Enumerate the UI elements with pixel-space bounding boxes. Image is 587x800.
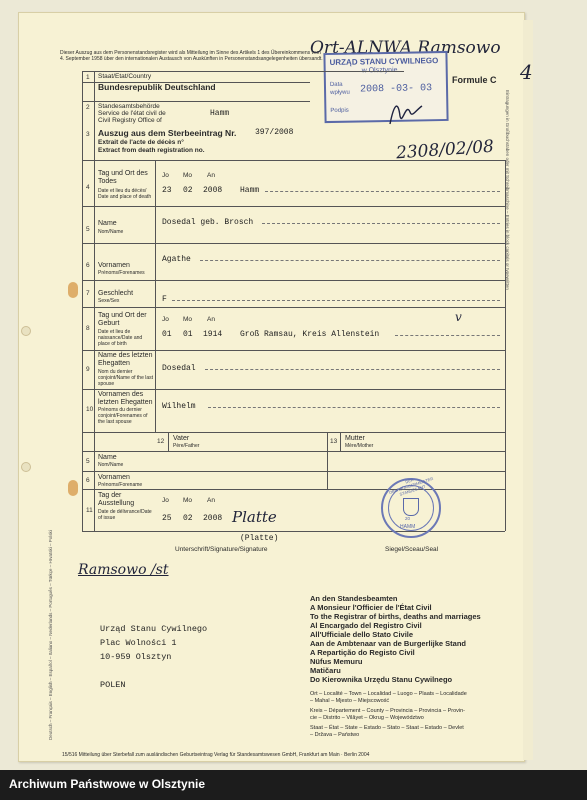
notice-line-2: 4. September 1958 über den internationalen Austausch von Auskünften in Personenstandsangelegenheiten übersandt. <box>60 56 323 62</box>
row-number: 11 <box>86 507 93 514</box>
row-number: 10 <box>86 406 94 413</box>
birth-day: 01 <box>162 330 172 339</box>
address-line: Urząd Stanu Cywilnego <box>100 624 208 634</box>
col-month: Mo <box>183 172 193 179</box>
spouse-forename-value: Wilhelm <box>162 402 196 411</box>
row-number: 5 <box>86 458 90 465</box>
mother-label: Mutter <box>345 435 365 442</box>
handwritten-signature: Platte <box>232 508 277 526</box>
registrar-line: Nüfus Memuru <box>310 657 363 666</box>
stamp-signature-label: Podpis <box>330 107 349 114</box>
spouse-forename-label: Vornamen des letzten Ehegatten <box>98 391 153 406</box>
death-place: Hamm <box>240 186 260 195</box>
registrar-small-line: – Mahal – Mjesto – Miejscowość <box>310 698 390 704</box>
mother-sublabel: Mère/Mother <box>345 443 374 449</box>
formule-label: Formule C <box>452 75 497 85</box>
registrar-small-line: Kreis – Département – County – Provincia – Provincia – Provin- <box>310 708 465 714</box>
registrar-line: Al Encargado del Registro Civil <box>310 621 422 630</box>
parent-name-sublabel: Nom/Name <box>98 462 124 468</box>
col-month: Mo <box>183 316 193 323</box>
birth-month: 01 <box>183 330 193 339</box>
issue-year: 2008 <box>203 514 223 523</box>
spouse-name-label: Name des letzten Ehegatten <box>98 352 153 367</box>
registry-label-en: Civil Registry Office of <box>98 117 162 124</box>
death-month: 02 <box>183 186 193 195</box>
forename-sublabel: Prénoms/Forenames <box>98 270 145 276</box>
row-number: 4 <box>86 184 90 191</box>
row-number: 6 <box>86 262 90 269</box>
rust-stain <box>68 480 78 496</box>
registrar-line: Aan de Ambtenaar van de Burgerlijke Stand <box>310 639 467 648</box>
form-footer: 15/516 Mitteilung über Sterbefall zum ausländischen Geburtseintrag Verlag für Standesamtswesen GmbH, Frankfurt am Main · Berlin 2004 <box>62 752 370 758</box>
death-label: Tag und Ort des Todes <box>98 170 148 185</box>
country-label: Staat/Etat/Country <box>98 73 152 80</box>
registry-label-de: Standesamtsbehörde <box>98 103 160 110</box>
seal-text: DER OBERBÜRGERMEISTER STANDESAMT <box>388 475 434 497</box>
handwritten-reference: 2308/02/08 <box>395 136 495 164</box>
stamp-title: URZĄD STANU CYWILNEGO <box>329 56 439 67</box>
row-number: 2 <box>86 104 90 111</box>
row-number: 6 <box>86 477 90 484</box>
signature-label: Unterschrift/Signature/Signature <box>175 546 268 553</box>
extract-number-value: 397/2008 <box>255 128 294 137</box>
seal-city: HAMM <box>400 524 416 530</box>
forename-label: Vornamen <box>98 262 130 269</box>
birth-year: 1914 <box>203 330 223 339</box>
sex-value: F <box>162 295 167 304</box>
spouse-name-sublabel: Nom du dernier conjoint/Name of the last spouse <box>98 369 154 387</box>
stamp-date: 2008 -03- 03 <box>359 83 433 96</box>
sex-label: Geschlecht <box>98 290 134 297</box>
name-value: Dosedal geb. Brosch <box>162 218 254 227</box>
col-month: Mo <box>183 497 193 504</box>
registrar-line: A Repartição do Registo Civil <box>310 648 415 657</box>
registrar-line: Matičaru <box>310 666 341 675</box>
row-number: 7 <box>86 290 90 297</box>
address-line: Plac Wolności 1 <box>100 638 177 648</box>
left-margin-text: Deutsch – Français – English – Español – Italiano – Nederlands – Português – Türkçe – Hrvatski – Polski <box>48 530 53 740</box>
death-day: 23 <box>162 186 172 195</box>
stamp-date-label: Data wpływu <box>329 81 350 96</box>
birth-place: Groß Ramsau, Kreis Allenstein <box>240 330 380 339</box>
row-number: 5 <box>86 226 90 233</box>
name-sublabel: Nom/Name <box>98 229 124 235</box>
death-year: 2008 <box>203 186 223 195</box>
sex-sublabel: Sexe/Sex <box>98 298 120 304</box>
stamp-city: w Olsztynie <box>361 66 398 75</box>
father-number: 12 <box>157 438 165 445</box>
registrar-line: All'Ufficiale dello Stato Civile <box>310 630 414 639</box>
issue-sublabel: Date de délivrance/Date of issue <box>98 509 152 521</box>
registrar-small-line: cie – Distrito – Vilâyet – Okrug – Województwo <box>310 715 424 721</box>
father-label: Vater <box>173 435 190 442</box>
rust-stain <box>68 282 78 298</box>
registrar-line: Do Kierownika Urzędu Stanu Cywilnego <box>310 675 453 684</box>
official-seal <box>381 475 441 538</box>
registry-office-value: Hamm <box>210 109 230 118</box>
archive-name: Archiwum Państwowe w Olsztynie <box>9 777 206 791</box>
archive-footer-bar <box>0 770 587 800</box>
row-number: 9 <box>86 366 90 373</box>
registrar-line: A Monsieur l'Officier de l'État Civil <box>310 603 432 612</box>
col-day: Jo <box>162 497 169 504</box>
right-margin-text: Eintragungen in Großbuchstaben oder mit Schreibmaschine – Entries in block capitals or typewritten <box>505 90 510 290</box>
death-sublabel: Date et lieu du décès/ Date and place of death <box>98 188 152 200</box>
handwritten-page-number: 4 <box>520 60 533 84</box>
coat-of-arms-icon <box>403 498 419 516</box>
registrar-line: To the Registrar of births, deaths and marriages <box>310 612 481 621</box>
registrar-small-line: Ort – Localité – Town – Localidad – Luogo – Plaats – Localidade <box>310 691 467 697</box>
issue-day: 25 <box>162 514 172 523</box>
parent-forename-label: Vornamen <box>98 474 130 481</box>
col-year: An <box>207 172 215 179</box>
col-day: Jo <box>162 316 169 323</box>
parent-forename-sublabel: Prénoms/Forename <box>98 482 143 488</box>
extract-sub-fr: Extrait de l'acte de décès n° <box>98 139 184 146</box>
registry-label-fr: Service de l'état civil de <box>98 110 166 117</box>
signer-name: (Platte) <box>240 534 279 543</box>
row-number: 8 <box>86 325 90 332</box>
mother-number: 13 <box>330 438 338 445</box>
forename-value: Agathe <box>162 255 191 264</box>
handwritten-check-mark: v <box>455 310 462 324</box>
handwritten-note: Ramsowo /st <box>78 562 169 578</box>
father-sublabel: Père/Father <box>173 443 200 449</box>
spouse-name-value: Dosedal <box>162 364 196 373</box>
row-number: 1 <box>86 74 90 81</box>
extract-sub-en: Extract from death registration no. <box>98 147 205 154</box>
punch-hole <box>21 326 31 336</box>
punch-hole <box>21 462 31 472</box>
col-year: An <box>207 316 215 323</box>
birth-sublabel: Date et lieu de naissance/Date and place of birth <box>98 329 143 347</box>
address-line: 10-959 Olsztyn <box>100 652 172 662</box>
registrar-line: An den Standesbeamten <box>310 594 398 603</box>
parent-name-label: Name <box>98 454 117 461</box>
row-number: 3 <box>86 131 90 138</box>
country-value: Bundesrepublik Deutschland <box>98 82 216 92</box>
issue-label: Tag der Ausstellung <box>98 492 135 507</box>
seal-label: Siegel/Sceau/Seal <box>385 546 439 553</box>
paper-edge <box>523 20 533 760</box>
col-day: Jo <box>162 172 169 179</box>
name-label: Name <box>98 220 117 227</box>
seal-number: 20 <box>405 516 411 521</box>
registrar-small-line: – Država – Państwo <box>310 732 360 738</box>
notice-line-1: Dieser Auszug aus dem Personenstandsregister wird als Mitteilung im Sinne des Artikels 1 des Übereinkommens vom <box>60 50 321 56</box>
spouse-forename-sublabel: Prénoms du dernier conjoint/Forenames of the last spouse <box>98 407 148 425</box>
handwritten-place-note: Ort-ALNWA Ramsowo <box>310 38 501 58</box>
stamp-signature-scribble <box>386 96 426 130</box>
address-line: POLEN <box>100 680 126 690</box>
col-year: An <box>207 497 215 504</box>
extract-title: Auszug aus dem Sterbeeintrag Nr. <box>98 128 237 138</box>
issue-month: 02 <box>183 514 193 523</box>
registrar-small-line: Staat – État – State – Estado – Stato – Staat – Estado – Devlet <box>310 725 464 731</box>
birth-label: Tag und Ort der Geburt <box>98 312 147 327</box>
